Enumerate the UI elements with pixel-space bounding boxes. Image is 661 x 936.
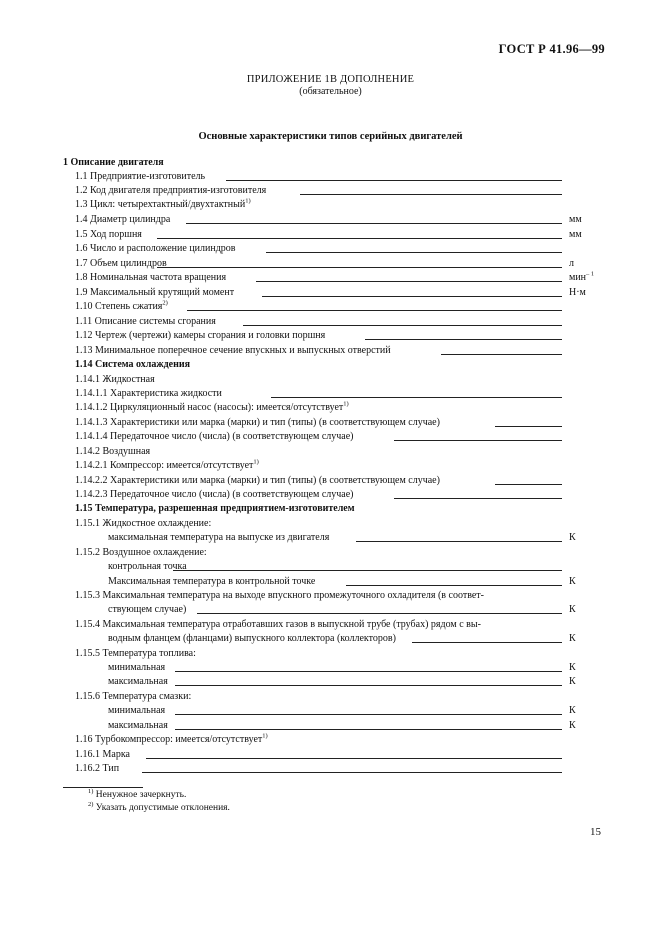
appendix-status: (обязательное): [299, 86, 362, 97]
fill-in-line[interactable]: [356, 531, 562, 542]
form-row: [0, 474, 661, 488]
form-row: [0, 344, 661, 358]
field-label: 1.11 Описание системы сгорания: [75, 316, 216, 327]
field-label: 1.16.1 Марка: [75, 749, 130, 760]
form-row: [0, 502, 661, 516]
field-label: 1.14.2.3 Передаточное число (числа) (в соответствующем случае): [75, 489, 354, 500]
field-label: 1.16 Турбокомпрессор: имеется/отсутствует$^{1)}$: [75, 732, 268, 745]
fill-in-line[interactable]: [142, 762, 562, 773]
footnote-ref: 2): [162, 299, 168, 307]
field-label: 1.13 Минимальное поперечное сечение впускных и выпускных отверстий: [75, 345, 391, 356]
field-label: 1.14 Система охлаждения: [75, 359, 191, 370]
footnote-divider: [63, 787, 143, 788]
fill-in-line[interactable]: [256, 271, 562, 282]
form-row: [0, 733, 661, 747]
fill-in-line[interactable]: [175, 719, 562, 730]
form-row: [0, 271, 661, 285]
field-label: 1.7 Объем цилиндров: [75, 258, 167, 269]
field-label: 1.14.2.2 Характеристики или марка (марки) и тип (типы) (в соответствующем случае): [75, 475, 440, 486]
field-label: 1.2 Код двигателя предприятия-изготовителя: [75, 185, 267, 196]
field-label: 1.6 Число и расположение цилиндров: [75, 243, 236, 254]
field-label: контрольная точка: [108, 561, 187, 572]
fill-in-line[interactable]: [175, 704, 562, 715]
form-row: [0, 589, 661, 603]
form-row: [0, 762, 661, 776]
unit-label: К: [569, 705, 576, 716]
form-row: [0, 560, 661, 574]
fill-in-line[interactable]: [157, 257, 562, 268]
form-row: [0, 459, 661, 473]
field-label: Максимальная температура в контрольной точке: [108, 576, 316, 587]
form-row: [0, 430, 661, 444]
field-label: максимальная температура на выпуске из двигателя: [108, 532, 330, 543]
field-label: 1.14.2.1 Компрессор: имеется/отсутствует$^{1)}$: [75, 458, 259, 471]
form-row: [0, 329, 661, 343]
fill-in-line[interactable]: [266, 242, 562, 253]
footnote-ref: 1): [253, 458, 259, 466]
field-label: 1.15.1 Жидкостное охлаждение:: [75, 518, 212, 529]
field-label: 1.14.1.3 Характеристики или марка (марки) и тип (типы) (в соответствующем случае): [75, 417, 440, 428]
fill-in-line[interactable]: [300, 184, 562, 195]
unit-label: К: [569, 662, 576, 673]
fill-in-line[interactable]: [262, 286, 562, 297]
form-row: [0, 488, 661, 502]
form-row: [0, 198, 661, 212]
fill-in-line[interactable]: [175, 661, 562, 672]
form-row: [0, 632, 661, 646]
fill-in-line[interactable]: [365, 329, 562, 340]
field-label: 1.15.3 Максимальная температура на выходе впускного промежуточного охладителя (в соответ-: [75, 590, 484, 601]
form-row: [0, 517, 661, 531]
unit-label: мм: [569, 229, 582, 240]
unit-label: К: [569, 633, 576, 644]
field-label: 1.14.1.4 Передаточное число (числа) (в соответствующем случае): [75, 431, 354, 442]
fill-in-line[interactable]: [346, 575, 562, 586]
fill-in-line[interactable]: [412, 632, 562, 643]
form-row: [0, 213, 661, 227]
fill-in-line[interactable]: [271, 387, 562, 398]
fill-in-line[interactable]: [441, 344, 562, 355]
field-label: максимальная: [108, 676, 168, 687]
fill-in-line[interactable]: [175, 675, 562, 686]
field-label: максимальная: [108, 720, 168, 731]
appendix-title: ПРИЛОЖЕНИЕ 1В ДОПОЛНЕНИЕ: [246, 74, 415, 85]
fill-in-line[interactable]: [157, 228, 562, 239]
field-label: 1.1 Предприятие-изготовитель: [75, 171, 206, 182]
form-row: [0, 661, 661, 675]
form-row: [0, 387, 661, 401]
field-label: 1.16.2 Тип: [75, 763, 120, 774]
field-label: 1.14.1.1 Характеристика жидкости: [75, 388, 222, 399]
fill-in-line[interactable]: [187, 300, 562, 311]
form-row: [0, 416, 661, 430]
form-row: [0, 647, 661, 661]
form-row: [0, 618, 661, 632]
form-row: [0, 228, 661, 242]
gost-code: ГОСТ Р 41.96—99: [498, 42, 605, 56]
fill-in-line[interactable]: [173, 560, 562, 571]
form-row: [0, 690, 661, 704]
form-row: [0, 401, 661, 415]
field-label: ствующем случае): [108, 604, 187, 615]
form-row: [0, 242, 661, 256]
field-label: 1.4 Диаметр цилиндра: [75, 214, 171, 225]
field-label: 1.15 Температура, разрешенная предприятием-изготовителем: [75, 503, 355, 514]
footnote-ref: 1): [245, 197, 251, 205]
field-label: минимальная: [108, 705, 166, 716]
fill-in-line[interactable]: [495, 416, 562, 427]
unit-label: л: [569, 258, 574, 269]
footnote-ref: 1): [343, 400, 349, 408]
footnote-ref: 1): [262, 732, 268, 740]
form-row: [0, 575, 661, 589]
form-row: [0, 719, 661, 733]
field-label: водным фланцем (фланцами) выпускного коллектора (коллекторов): [108, 633, 396, 644]
form-row: [0, 531, 661, 545]
form-row: [0, 603, 661, 617]
fill-in-line[interactable]: [243, 315, 562, 326]
field-label: 1.15.4 Максимальная температура отработавших газов в выпускной трубе (трубах) рядом с вы-: [75, 619, 481, 630]
field-label: 1.14.1 Жидкостная: [75, 374, 155, 385]
fill-in-line[interactable]: [226, 170, 562, 181]
fill-in-line[interactable]: [197, 603, 562, 614]
form-row: [0, 748, 661, 762]
section-1-title: 1 Описание двигателя: [63, 157, 164, 168]
fill-in-line[interactable]: [495, 474, 562, 485]
form-row: [0, 546, 661, 560]
form-row: [0, 358, 661, 372]
form-row: [0, 704, 661, 718]
document-heading: Основные характеристики типов серийных двигателей: [198, 131, 463, 142]
unit-label: К: [569, 576, 576, 587]
fill-in-line[interactable]: [394, 488, 562, 499]
field-label: 1.5 Ход поршня: [75, 229, 142, 240]
fill-in-line[interactable]: [186, 213, 562, 224]
fill-in-line[interactable]: [394, 430, 562, 441]
field-label: 1.8 Номинальная частота вращения: [75, 272, 227, 283]
form-row: [0, 184, 661, 198]
unit-label: Н·м: [569, 287, 586, 298]
field-label: 1.15.6 Температура смазки:: [75, 691, 192, 702]
form-row: [0, 257, 661, 271]
unit-label: К: [569, 676, 576, 687]
field-label: 1.9 Максимальный крутящий момент: [75, 287, 235, 298]
form-row: [0, 170, 661, 184]
form-row: [0, 300, 661, 314]
field-label: 1.3 Цикл: четырехтактный/двухтактный$^{1)}$: [75, 197, 251, 210]
field-label: 1.14.1.2 Циркуляционный насос (насосы): имеется/отсутствует$^{1)}$: [75, 400, 349, 413]
form-row: [0, 675, 661, 689]
footnote-1: $^{1)}$ Ненужное зачеркнуть.: [88, 787, 187, 800]
field-label: 1.15.5 Температура топлива:: [75, 648, 196, 659]
fill-in-line[interactable]: [146, 748, 562, 759]
unit-label: мм: [569, 214, 582, 225]
form-row: [0, 315, 661, 329]
unit-label: К: [569, 720, 576, 731]
page-number: 15: [590, 826, 601, 838]
footnote-2: $^{2)}$ Указать допустимые отклонения.: [88, 800, 230, 813]
unit-label: К: [569, 532, 576, 543]
field-label: 1.14.2 Воздушная: [75, 446, 151, 457]
form-row: [0, 286, 661, 300]
field-label: минимальная: [108, 662, 166, 673]
unit-label: К: [569, 604, 576, 615]
field-label: 1.10 Степень сжатия$^{2)}$: [75, 299, 168, 312]
form-row: [0, 445, 661, 459]
unit-label: мин$^{- 1}$: [569, 270, 595, 283]
field-label: 1.12 Чертеж (чертежи) камеры сгорания и головки поршня: [75, 330, 326, 341]
form-row: [0, 373, 661, 387]
field-label: 1.15.2 Воздушное охлаждение:: [75, 547, 207, 558]
